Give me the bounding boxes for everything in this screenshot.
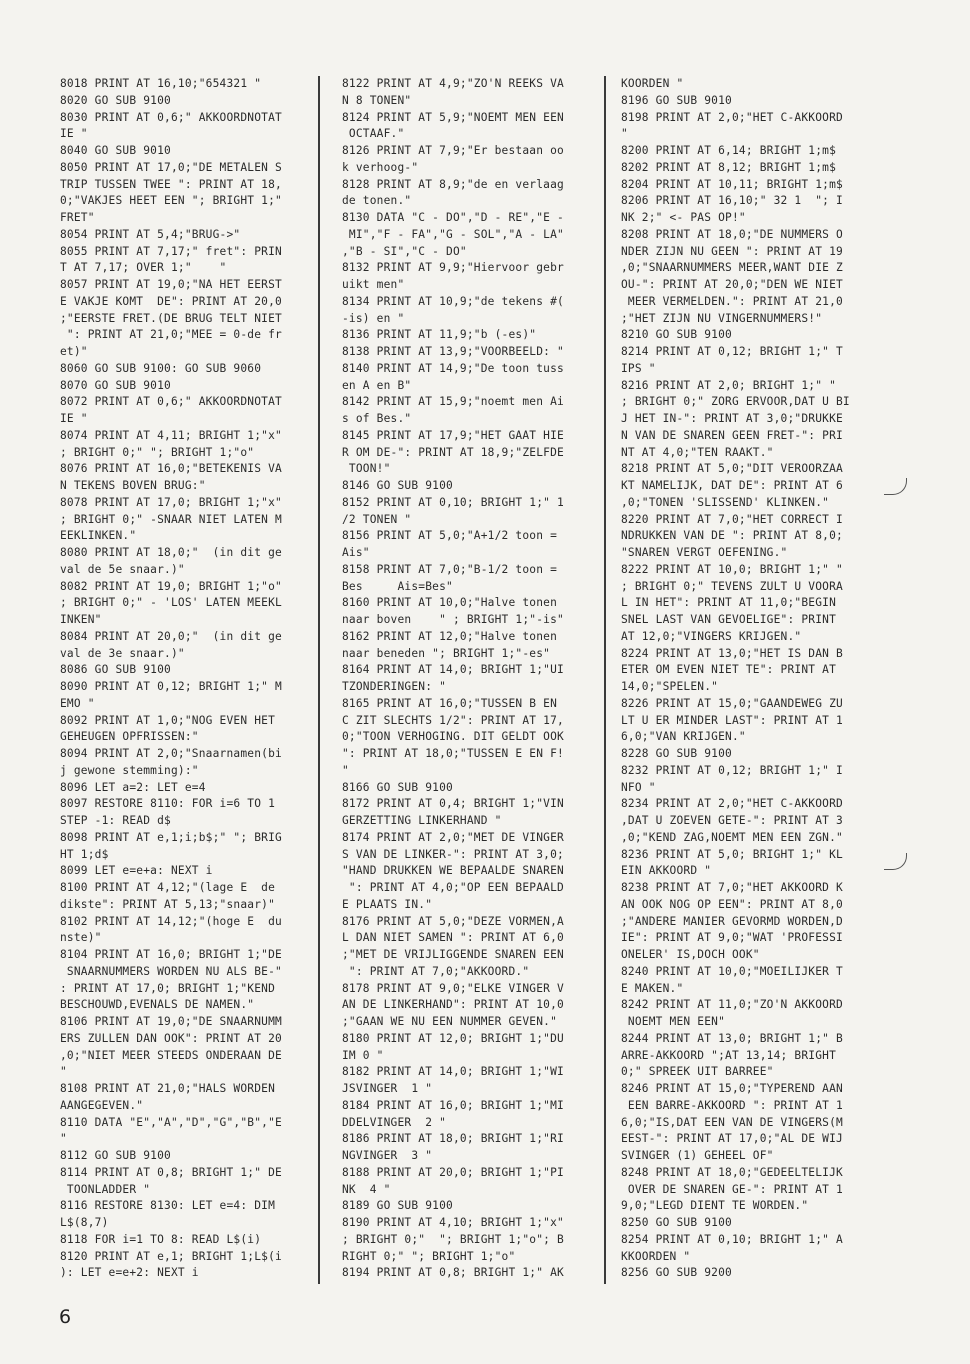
- code-line: 8060 GO SUB 9100: GO SUB 9060: [60, 361, 262, 375]
- code-line: EEKLINKEN.": [60, 529, 137, 543]
- code-line: 8254 PRINT AT 0,10; BRIGHT 1;" A: [621, 1232, 843, 1246]
- code-line: EEST-": PRINT AT 17,0;"AL DE WIJ: [621, 1132, 843, 1146]
- code-line: 0;"VAKJES HEET EEN "; BRIGHT 1;": [60, 194, 282, 208]
- code-line: J HET IN-": PRINT AT 3,0;"DRUKKE: [621, 412, 843, 425]
- code-line: -is) en ": [342, 311, 405, 325]
- code-line: 6,0;"IS,DAT EEN VAN DE VINGERS(M: [621, 1115, 843, 1129]
- code-line: E MAKEN.": [621, 981, 684, 995]
- code-line: OVER DE SNAREN GE-": PRINT AT 1: [621, 1182, 843, 1196]
- code-line: L DAN NIET SAMEN ": PRINT AT 6,0: [342, 931, 564, 945]
- code-line: AN DE LINKERHAND": PRINT AT 10,0: [342, 998, 564, 1012]
- code-line: IE ": [60, 127, 88, 141]
- code-line: 8238 PRINT AT 7,0;"HET AKKOORD K: [621, 881, 843, 894]
- code-line: 8180 PRINT AT 12,0; BRIGHT 1;"DU: [342, 1031, 564, 1045]
- code-line: 8224 PRINT AT 13,0;"HET IS DAN B: [621, 646, 843, 660]
- code-line: nste)": [60, 931, 102, 945]
- code-line: 8210 GO SUB 9100: [621, 328, 732, 342]
- code-line: N 8 TONEN": [342, 93, 412, 107]
- code-line: ; BRIGHT 0;" "; BRIGHT 1;"o"; B: [342, 1232, 564, 1246]
- code-line: 8152 PRINT AT 0,10; BRIGHT 1;" 1: [342, 495, 564, 509]
- code-line: SNAARNUMMERS WORDEN NU ALS BE-": [60, 964, 282, 978]
- code-line: ;"GAAN WE NU EEN NUMMER GEVEN.": [342, 1015, 557, 1028]
- code-line: 8182 PRINT AT 14,0; BRIGHT 1;"WI: [342, 1065, 564, 1079]
- code-line: 8145 PRINT AT 17,9;"HET GAAT HIE: [342, 428, 564, 442]
- code-line: de tonen.": [342, 194, 412, 208]
- code-line: 8128 PRINT AT 8,9;"de en verlaag: [342, 177, 564, 191]
- code-line: NK 2;" <- PAS OP!": [621, 211, 746, 224]
- code-line: 8256 GO SUB 9200: [621, 1266, 732, 1280]
- code-line: 8118 FOR i=1 TO 8: READ L$(i): [60, 1232, 262, 1246]
- code-line: 8146 GO SUB 9100: [342, 479, 453, 492]
- code-line: 8172 PRINT AT 0,4; BRIGHT 1;"VIN: [342, 797, 564, 811]
- code-line: N TEKENS BOVEN BRUG:": [60, 479, 206, 492]
- code-line: T AT 7,17; OVER 1;" ": [60, 261, 227, 275]
- code-line: IPS ": [621, 361, 656, 375]
- code-line: ARRE-AKKOORD ";AT 13,14; BRIGHT: [621, 1048, 836, 1062]
- code-line: 8082 PRINT AT 19,0; BRIGHT 1;"o": [60, 579, 282, 593]
- code-line: 8138 PRINT AT 13,9;"VOORBEELD: ": [342, 345, 564, 358]
- code-line: ONELER' IS,DOCH OOK": [621, 948, 760, 961]
- code-line: ETER OM EVEN NIET TE": PRINT AT: [621, 663, 836, 677]
- code-line: 8055 PRINT AT 7,17;" fret": PRIN: [60, 244, 282, 258]
- code-line: 0;" SPREEK UIT BARREE": [621, 1065, 774, 1079]
- column-divider-2: [604, 76, 606, 1284]
- code-line: NGVINGER 3 ": [342, 1149, 433, 1162]
- code-line: JSVINGER 1 ": [342, 1082, 433, 1095]
- code-line: 8120 PRINT AT e,1; BRIGHT 1;L$(i: [60, 1249, 282, 1263]
- code-line: 8166 GO SUB 9100: [342, 780, 453, 794]
- code-line: R OM DE-": PRINT AT 18,9;"ZELFDE: [342, 445, 564, 459]
- code-line: 8196 GO SUB 9010: [621, 93, 732, 107]
- code-line: 8226 PRINT AT 15,0;"GAANDEWEG ZU: [621, 696, 843, 710]
- code-line: 8244 PRINT AT 13,0; BRIGHT 1;" B: [621, 1031, 843, 1045]
- code-line: 8208 PRINT AT 18,0;"DE NUMMERS O: [621, 227, 843, 241]
- code-line: NT AT 4,0;"TEN RAAKT.": [621, 445, 774, 459]
- code-line: IM 0 ": [342, 1048, 384, 1062]
- code-line: ): LET e=e+2: NEXT i: [60, 1266, 199, 1280]
- code-line: 8234 PRINT AT 2,0;"HET C-AKKOORD: [621, 797, 843, 811]
- code-line: Bes Ais=Bes": [342, 579, 453, 593]
- code-line: 8100 PRINT AT 4,12;"(lage E de: [60, 881, 275, 894]
- code-line: ,0;"SNAARNUMMERS MEER,WANT DIE Z: [621, 261, 843, 275]
- code-line: 8216 PRINT AT 2,0; BRIGHT 1;" ": [621, 378, 836, 392]
- code-line: ,"B - SI","C - DO": [342, 244, 467, 258]
- code-line: AT 12,0;"VINGERS KRIJGEN.": [621, 629, 802, 643]
- code-line: L$(8,7): [60, 1216, 109, 1229]
- code-line: C ZIT SLECHTS 1/2": PRINT AT 17,: [342, 713, 564, 727]
- code-line: 8162 PRINT AT 12,0;"Halve tonen: [342, 629, 557, 643]
- code-line: 8142 PRINT AT 15,9;"noemt men Ai: [342, 395, 564, 409]
- code-line: 8116 RESTORE 8130: LET e=4: DIM: [60, 1199, 275, 1213]
- code-line: NOEMT MEN EEN": [621, 1015, 726, 1028]
- code-line: 8206 PRINT AT 16,10;" 32 1 "; I: [621, 194, 843, 208]
- code-line: 8096 LET a=2: LET e=4: [60, 780, 206, 794]
- code-line: OU-": PRINT AT 20,0;"DEN WE NIET: [621, 278, 843, 291]
- code-line: 8070 GO SUB 9010: [60, 378, 171, 392]
- code-line: naar beneden "; BRIGHT 1;"-es": [342, 646, 551, 660]
- code-line: 8092 PRINT AT 1,0;"NOG EVEN HET: [60, 713, 275, 727]
- code-line: STEP -1: READ d$: [60, 814, 171, 827]
- code-line: 8030 PRINT AT 0,6;" AKKOORDNOTAT: [60, 110, 282, 124]
- code-line: ": [60, 1065, 67, 1079]
- code-line: AANGEGEVEN.": [60, 1098, 144, 1112]
- code-line: "SNAREN VERGT OEFENING.": [621, 546, 788, 559]
- code-line: 8112 GO SUB 9100: [60, 1149, 171, 1162]
- code-line: ; BRIGHT 0;" "; BRIGHT 1;"o": [60, 445, 255, 459]
- code-line: 8130 DATA "C - DO","D - RE","E -: [342, 211, 564, 224]
- code-line: L IN HET": PRINT AT 11,0;"BEGIN: [621, 596, 836, 610]
- code-line: 8110 DATA "E","A","D","G","B","E: [60, 1115, 282, 1129]
- code-line: 8057 PRINT AT 19,0;"NA HET EERST: [60, 278, 282, 291]
- code-line: 0;"TOON VERHOGING. DIT GELDT OOK: [342, 730, 564, 744]
- code-line: 14,0;"SPELEN.": [621, 680, 719, 693]
- code-line: k verhoog-": [342, 160, 419, 174]
- code-line: 8250 GO SUB 9100: [621, 1216, 732, 1229]
- code-line: et)": [60, 345, 88, 358]
- code-line: NK 4 ": [342, 1182, 391, 1196]
- code-line: EMO ": [60, 696, 95, 710]
- code-line: 8232 PRINT AT 0,12; BRIGHT 1;" I: [621, 763, 843, 777]
- code-line: 8140 PRINT AT 14,9;"De toon tuss: [342, 361, 564, 375]
- code-line: val de 5e snaar.)": [60, 562, 185, 576]
- code-line: 8248 PRINT AT 18,0;"GEDEELTELIJK: [621, 1165, 843, 1179]
- code-line: IE ": [60, 412, 88, 425]
- listing-column-1: [60, 76, 292, 1282]
- code-line: ERS ZULLEN DAN OOK": PRINT AT 20: [60, 1031, 282, 1045]
- code-line: TZONDERINGEN: ": [342, 680, 447, 693]
- code-line: ": [342, 763, 349, 777]
- column-divider-1: [318, 76, 320, 1284]
- code-line: HT 1;d$: [60, 847, 109, 861]
- code-line: 9,0;"LEGD DIENT TE WORDEN.": [621, 1199, 809, 1213]
- code-line: 8108 PRINT AT 21,0;"HALS WORDEN: [60, 1082, 275, 1095]
- code-line: SVINGER (1) GEHEEL OF": [621, 1149, 774, 1162]
- code-line: NDRUKKEN VAN DE ": PRINT AT 8,0;: [621, 529, 843, 543]
- code-line: N VAN DE SNAREN GEEN FRET-": PRI: [621, 428, 843, 442]
- code-line: EIN AKKOORD ": [621, 864, 712, 878]
- code-line: /2 TONEN ": [342, 512, 412, 526]
- code-line: 8114 PRINT AT 0,8; BRIGHT 1;" DE: [60, 1165, 282, 1179]
- code-line: 8078 PRINT AT 17,0; BRIGHT 1;"x": [60, 495, 282, 509]
- code-line: 8132 PRINT AT 9,9;"Hiervoor gebr: [342, 261, 564, 275]
- code-line: ;"MET DE VRIJLIGGENDE SNAREN EEN: [342, 948, 564, 961]
- code-line: 8122 PRINT AT 4,9;"ZO'N REEKS VA: [342, 77, 564, 90]
- code-line: FRET": [60, 211, 95, 224]
- code-line: E PLAATS IN.": [342, 897, 433, 911]
- code-line: EEN BARRE-AKKOORD ": PRINT AT 1: [621, 1098, 843, 1112]
- code-line: 8222 PRINT AT 10,0; BRIGHT 1;" ": [621, 562, 843, 576]
- page-number: 6: [59, 1306, 72, 1328]
- code-line: GERZETTING LINKERHAND ": [342, 814, 502, 827]
- code-line: 8097 RESTORE 8110: FOR i=6 TO 1: [60, 797, 275, 811]
- code-line: SNEL LAST VAN GEVOELIGE": PRINT: [621, 613, 836, 626]
- code-line: 8164 PRINT AT 14,0; BRIGHT 1;"UI: [342, 663, 564, 677]
- binder-hole-mark-lower: [884, 853, 907, 870]
- code-line: AN OOK NOG OP EEN": PRINT AT 8,0: [621, 897, 843, 911]
- code-line: S VAN DE LINKER-": PRINT AT 3,0;: [342, 847, 564, 861]
- code-line: 8190 PRINT AT 4,10; BRIGHT 1;"x": [342, 1216, 564, 1229]
- code-line: 8228 GO SUB 9100: [621, 747, 732, 760]
- code-line: ": PRINT AT 21,0;"MEE = 0-de fr: [60, 328, 282, 342]
- code-line: MEER VERMELDEN.": PRINT AT 21,0: [621, 294, 843, 308]
- listing-column-2: [342, 76, 580, 1282]
- code-line: 8076 PRINT AT 16,0;"BETEKENIS VA: [60, 462, 282, 476]
- code-line: TOONLADDER ": [60, 1182, 151, 1196]
- code-line: 8020 GO SUB 9100: [60, 93, 171, 107]
- code-line: NFO ": [621, 780, 656, 794]
- code-line: 8202 PRINT AT 8,12; BRIGHT 1;m$: [621, 160, 836, 174]
- code-line: uikt men": [342, 278, 405, 291]
- code-line: 8018 PRINT AT 16,10;"654321 ": [60, 77, 262, 90]
- code-line: KT NAMELIJK, DAT DE": PRINT AT 6: [621, 479, 843, 492]
- code-line: 8050 PRINT AT 17,0;"DE METALEN S: [60, 160, 282, 174]
- code-line: 8189 GO SUB 9100: [342, 1199, 453, 1213]
- code-line: OCTAAF.": [342, 127, 405, 141]
- code-line: val de 3e snaar.)": [60, 646, 185, 660]
- code-line: 8074 PRINT AT 4,11; BRIGHT 1;"x": [60, 428, 282, 442]
- code-line: KKOORDEN ": [621, 1249, 691, 1263]
- code-line: 8218 PRINT AT 5,0;"DIT VEROORZAA: [621, 462, 843, 476]
- code-line: 8165 PRINT AT 16,0;"TUSSEN B EN: [342, 696, 557, 710]
- code-line: ; BRIGHT 0;" ZORG ERVOOR,DAT U BI: [621, 395, 850, 409]
- code-line: ;"ANDERE MANIER GEVORMD WORDEN,D: [621, 914, 843, 928]
- code-line: 8158 PRINT AT 7,0;"B-1/2 toon =: [342, 562, 557, 576]
- code-line: 8102 PRINT AT 14,12;"(hoge E du: [60, 914, 282, 928]
- code-line: 8094 PRINT AT 2,0;"Snaarnamen(bi: [60, 747, 282, 760]
- code-line: ": PRINT AT 4,0;"OP EEN BEPAALD: [342, 881, 564, 894]
- code-line: 8098 PRINT AT e,1;i;b$;" "; BRIG: [60, 830, 282, 844]
- code-line: en A en B": [342, 378, 412, 392]
- code-line: NDER ZIJN NU GEEN ": PRINT AT 19: [621, 244, 843, 258]
- code-line: : PRINT AT 17,0; BRIGHT 1;"KEND: [60, 981, 275, 995]
- code-line: 8054 PRINT AT 5,4;"BRUG->": [60, 227, 241, 241]
- code-line: 8194 PRINT AT 0,8; BRIGHT 1;" AK: [342, 1266, 564, 1280]
- listing-column-3: [621, 76, 857, 1282]
- code-line: TRIP TUSSEN TWEE ": PRINT AT 18,: [60, 177, 282, 191]
- code-line: 8136 PRINT AT 11,9;"b (-es)": [342, 328, 537, 342]
- code-line: RIGHT 0;" "; BRIGHT 1;"o": [342, 1249, 516, 1263]
- code-line: 8106 PRINT AT 19,0;"DE SNAARNUMM: [60, 1015, 282, 1028]
- code-line: 8188 PRINT AT 20,0; BRIGHT 1;"PI: [342, 1165, 564, 1179]
- code-line: ,0;"NIET MEER STEEDS ONDERAAN DE: [60, 1048, 282, 1062]
- code-line: KOORDEN ": [621, 77, 684, 90]
- code-line: 8204 PRINT AT 10,11; BRIGHT 1;m$: [621, 177, 843, 191]
- code-line: 8186 PRINT AT 18,0; BRIGHT 1;"RI: [342, 1132, 564, 1146]
- code-line: ;"EERSTE FRET.(DE BRUG TELT NIET: [60, 311, 282, 325]
- code-line: 8134 PRINT AT 10,9;"de tekens #(: [342, 294, 564, 308]
- code-line: 8084 PRINT AT 20,0;" (in dit ge: [60, 629, 282, 643]
- code-line: 8214 PRINT AT 0,12; BRIGHT 1;" T: [621, 345, 843, 358]
- code-line: 6,0;"VAN KRIJGEN.": [621, 730, 746, 744]
- code-line: 8178 PRINT AT 9,0;"ELKE VINGER V: [342, 981, 564, 995]
- code-line: ; BRIGHT 0;" TEVENS ZULT U VOORA: [621, 579, 843, 593]
- code-line: 8220 PRINT AT 7,0;"HET CORRECT I: [621, 512, 843, 526]
- code-line: ,DAT U ZOEVEN GETE-": PRINT AT 3: [621, 814, 843, 827]
- code-line: 8072 PRINT AT 0,6;" AKKOORDNOTAT: [60, 395, 282, 409]
- code-line: 8236 PRINT AT 5,0; BRIGHT 1;" KL: [621, 847, 843, 861]
- code-line: dikste": PRINT AT 5,13;"snaar)": [60, 897, 275, 911]
- code-line: ": [621, 127, 628, 141]
- code-line: ": [60, 1132, 67, 1146]
- code-line: 8198 PRINT AT 2,0;"HET C-AKKOORD: [621, 110, 843, 124]
- code-line: 8086 GO SUB 9100: [60, 663, 171, 677]
- code-line: Ais": [342, 546, 370, 559]
- code-line: 8124 PRINT AT 5,9;"NOEMT MEN EEN: [342, 110, 564, 124]
- code-line: 8104 PRINT AT 16,0; BRIGHT 1;"DE: [60, 948, 282, 961]
- code-line: 8090 PRINT AT 0,12; BRIGHT 1;" M: [60, 680, 282, 693]
- code-line: ;"HET ZIJN NU VINGERNUMMERS!": [621, 311, 823, 325]
- code-line: GEHEUGEN OPFRISSEN:": [60, 730, 199, 744]
- code-line: ": PRINT AT 7,0;"AKKOORD.": [342, 964, 530, 978]
- code-line: naar boven " ; BRIGHT 1;"-is": [342, 613, 564, 626]
- code-line: ; BRIGHT 0;" -SNAAR NIET LATEN M: [60, 512, 282, 526]
- code-line: 8040 GO SUB 9010: [60, 144, 171, 157]
- code-line: ": PRINT AT 18,0;"TUSSEN E EN F!: [342, 747, 564, 760]
- code-line: 8080 PRINT AT 18,0;" (in dit ge: [60, 546, 282, 559]
- code-line: 8176 PRINT AT 5,0;"DEZE VORMEN,A: [342, 914, 564, 928]
- code-line: 8246 PRINT AT 15,0;"TYPEREND AAN: [621, 1082, 843, 1095]
- code-line: 8242 PRINT AT 11,0;"ZO'N AKKOORD: [621, 998, 843, 1012]
- code-line: LT U ER MINDER LAST": PRINT AT 1: [621, 713, 843, 727]
- code-line: 8240 PRINT AT 10,0;"MOEILIJKER T: [621, 964, 843, 978]
- code-line: 8200 PRINT AT 6,14; BRIGHT 1;m$: [621, 144, 836, 157]
- code-line: s of Bes.": [342, 412, 412, 425]
- code-line: MI","F - FA","G - SOL","A - LA": [342, 227, 564, 241]
- code-line: BESCHOUWD,EVENALS DE NAMEN.": [60, 998, 255, 1012]
- code-line: 8126 PRINT AT 7,9;"Er bestaan oo: [342, 144, 564, 157]
- code-line: 8099 LET e=e+a: NEXT i: [60, 864, 213, 878]
- code-line: 8160 PRINT AT 10,0;"Halve tonen: [342, 596, 557, 610]
- code-line: E VAKJE KOMT DE": PRINT AT 20,0: [60, 294, 282, 308]
- code-line: INKEN": [60, 613, 102, 626]
- code-line: 8156 PRINT AT 5,0;"A+1/2 toon =: [342, 529, 557, 543]
- code-line: "HAND DRUKKEN WE BEPAALDE SNAREN: [342, 864, 564, 878]
- code-line: 8174 PRINT AT 2,0;"MET DE VINGER: [342, 830, 564, 844]
- binder-hole-mark-upper: [884, 478, 907, 495]
- code-line: IE": PRINT AT 9,0;"WAT 'PROFESSI: [621, 931, 843, 945]
- code-line: DDELVINGER 2 ": [342, 1115, 447, 1129]
- code-line: j gewone stemming):": [60, 763, 199, 777]
- code-line: ; BRIGHT 0;" - 'LOS' LATEN MEEKL: [60, 596, 282, 610]
- code-line: TOON!": [342, 462, 391, 476]
- code-line: ,0;"TONEN 'SLISSEND' KLINKEN.": [621, 495, 830, 509]
- code-line: 8184 PRINT AT 16,0; BRIGHT 1;"MI: [342, 1098, 564, 1112]
- code-line: ,0;"KEND ZAG,NOEMT MEN EEN ZGN.": [621, 830, 843, 844]
